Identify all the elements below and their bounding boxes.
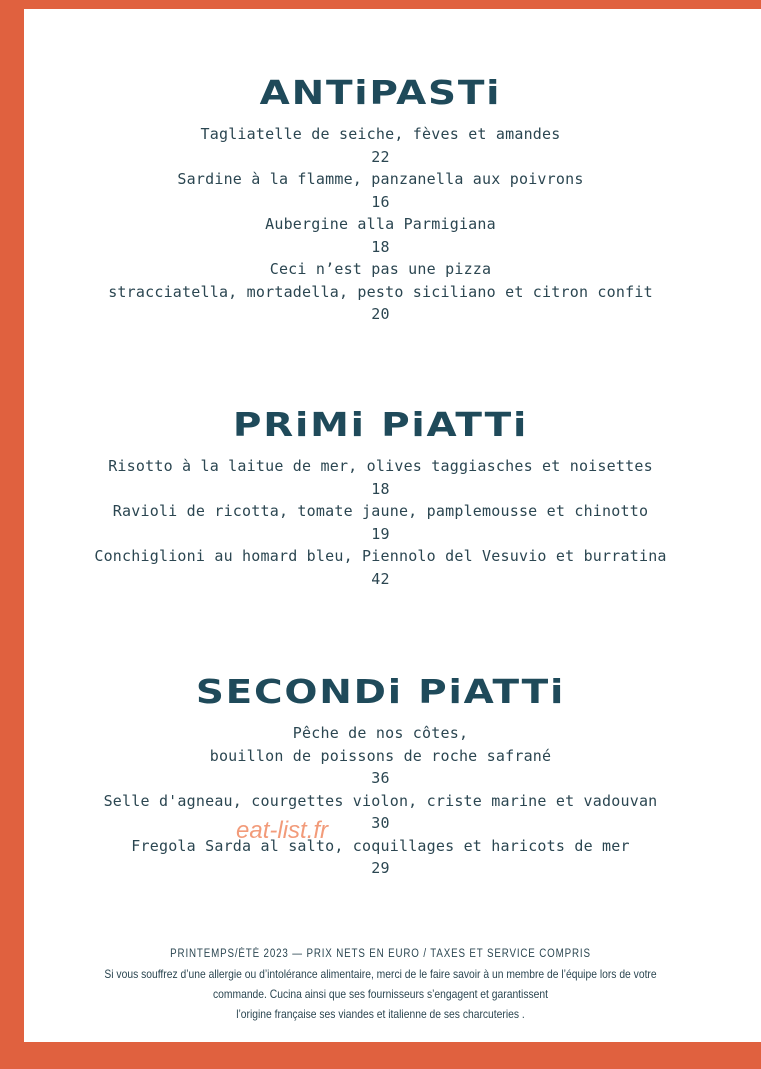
allergy-note-line-2: commande. Cucina ainsi que ses fournisseurs s’engagent et garantissent bbox=[212, 987, 549, 1001]
item-price: 20 bbox=[371, 305, 390, 323]
item-price: 22 bbox=[371, 147, 390, 166]
menu-item bbox=[24, 835, 737, 880]
item-description: Risotto à la laitue de mer, olives taggiasches et noisettes bbox=[108, 457, 653, 475]
section-antipasti bbox=[24, 75, 737, 326]
item-subdescription: bouillon de poissons de roche safrané bbox=[209, 746, 552, 765]
section-title: ANTiPASTi bbox=[259, 73, 502, 112]
section-title: SECONDi PiATTi bbox=[195, 672, 566, 711]
item-description: Aubergine alla Parmigiana bbox=[265, 215, 496, 233]
item-price: 16 bbox=[371, 192, 390, 211]
item-price: 18 bbox=[371, 479, 390, 498]
item-description: Ceci n’est pas une pizza bbox=[269, 260, 492, 278]
menu-item bbox=[24, 258, 737, 326]
item-description: Pêche de nos côtes, bbox=[292, 724, 469, 742]
item-subdescription: stracciatella, mortadella, pesto siciliano et citron confit bbox=[108, 282, 653, 301]
section-primi-piatti bbox=[24, 407, 737, 590]
item-description: Ravioli de ricotta, tomate jaune, pamplemousse et chinotto bbox=[112, 502, 649, 520]
item-price: 36 bbox=[371, 769, 390, 787]
menu-item bbox=[24, 213, 737, 258]
item-price: 19 bbox=[371, 524, 390, 543]
item-description: Sardine à la flamme, panzanella aux poivrons bbox=[177, 170, 584, 188]
menu-item bbox=[24, 500, 737, 545]
item-price: 42 bbox=[371, 569, 390, 588]
item-description: Fregola Sarda al salto, coquillages et haricots de mer bbox=[131, 836, 630, 855]
allergy-note-line-1: Si vous souffrez d’une allergie ou d’intolérance alimentaire, merci de le faire savoir à un membre de l’équipe lors de votre bbox=[104, 967, 657, 981]
allergy-note-line-3: l’origine française ses viandes et italienne de ses charcuteries . bbox=[236, 1007, 525, 1021]
watermark: eat-list.fr bbox=[236, 817, 329, 844]
menu-page bbox=[24, 9, 761, 1042]
menu-item bbox=[24, 123, 737, 168]
item-description: Conchiglioni au homard bleu, Piennolo del Vesuvio et burratina bbox=[94, 547, 667, 565]
item-description: Tagliatelle de seiche, fèves et amandes bbox=[200, 125, 561, 143]
item-description: Selle d'agneau, courgettes violon, criste marine et vadouvan bbox=[103, 791, 658, 810]
menu-item bbox=[24, 790, 737, 835]
item-price: 29 bbox=[371, 859, 390, 877]
section-secondi-piatti bbox=[24, 674, 737, 880]
item-price: 18 bbox=[371, 237, 390, 256]
menu-item bbox=[24, 545, 737, 590]
menu-item bbox=[24, 168, 737, 213]
section-title: PRiMi PiATTi bbox=[232, 405, 529, 444]
menu-item bbox=[24, 722, 737, 790]
menu-item bbox=[24, 455, 737, 500]
season-pricing-note: PRINTEMPS/ÉTÉ 2023 — PRIX NETS EN EURO / TAXES ET SERVICE COMPRIS bbox=[170, 948, 591, 960]
item-price: 30 bbox=[371, 814, 390, 832]
menu-footer bbox=[24, 944, 737, 1024]
